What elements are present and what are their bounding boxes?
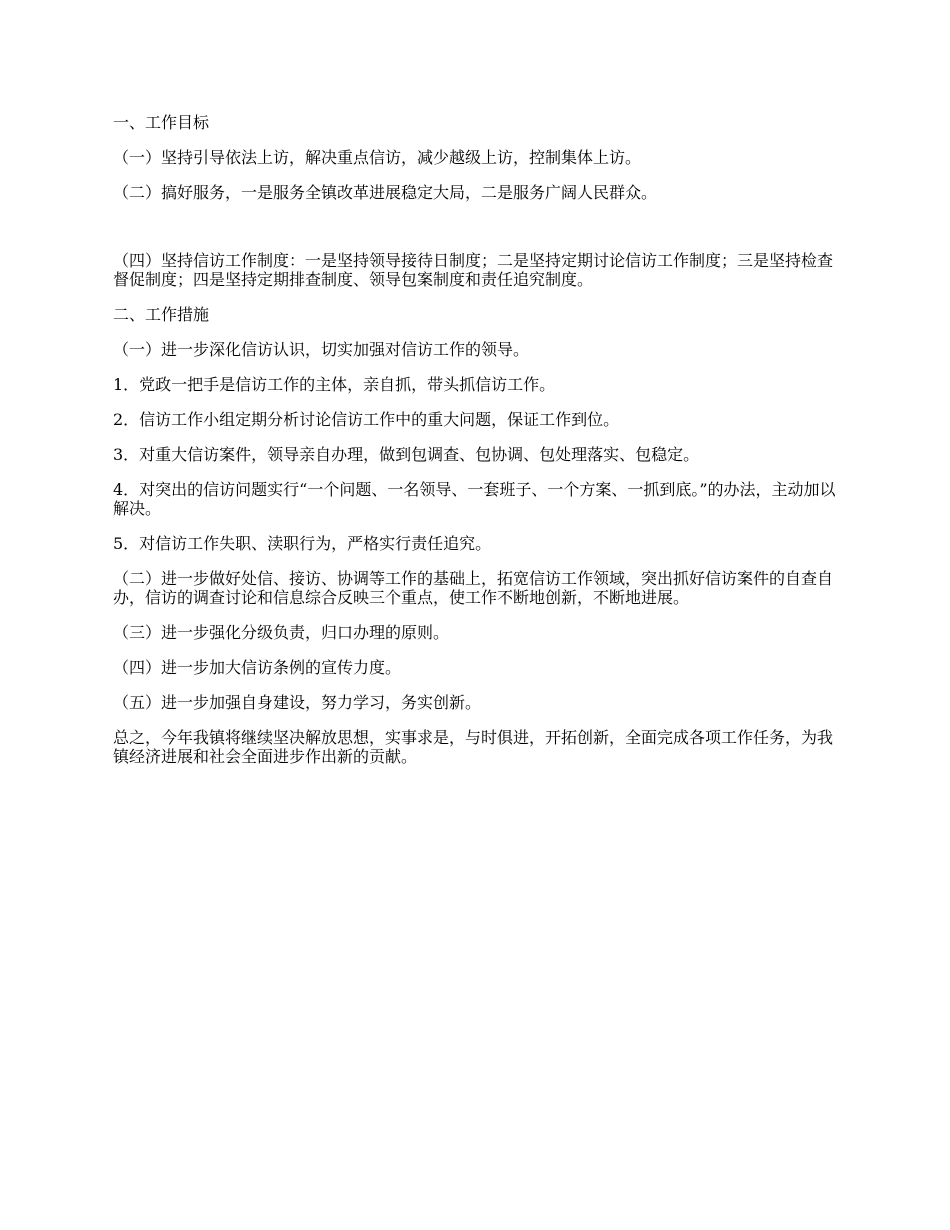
list-item-5: 5．对信访工作失职、渎职行为，严格实行责任追究。 — [113, 534, 492, 553]
blank-gap — [113, 218, 843, 251]
list-item-3: 3．对重大信访案件，领导亲自办理，做到包调查、包协调、包处理落实、包稳定。 — [113, 445, 700, 464]
section-heading-measures: 二、工作措施 — [113, 305, 210, 324]
paragraph-measure-5: （五）进一步加强自身建设，努力学习，务实创新。 — [113, 693, 482, 712]
document-body — [113, 113, 843, 782]
paragraph-measure-4: （四）进一步加大信访条例的宣传力度。 — [113, 658, 402, 677]
paragraph-goal-4: （四）坚持信访工作制度：一是坚持领导接待日制度；二是坚持定期讨论信访工作制度；三是坚持检查督促制度；四是坚持定期排查制度、领导包案制度和责任追究制度。 — [113, 251, 834, 289]
paragraph-measure-3: （三）进一步强化分级负责，归口办理的原则。 — [113, 623, 450, 642]
paragraph-measure-2: （二）进一步做好处信、接访、协调等工作的基础上，拓宽信访工作领域，突出抓好信访案件的自查自办，信访的调查讨论和信息综合反映三个重点，使工作不断地创新，不断地进展。 — [113, 569, 834, 607]
list-item-2: 2．信访工作小组定期分析讨论信访工作中的重大问题，保证工作到位。 — [113, 410, 620, 429]
paragraph-measure-1: （一）进一步深化信访认识，切实加强对信访工作的领导。 — [113, 340, 530, 359]
paragraph-conclusion: 总之，今年我镇将继续坚决解放思想，实事求是，与时俱进，开拓创新，全面完成各项工作任务，为我镇经济进展和社会全面进步作出新的贡献。 — [113, 728, 834, 766]
list-item-1: 1．党政一把手是信访工作的主体，亲自抓，带头抓信访工作。 — [113, 375, 556, 394]
list-item-4: 4．对突出的信访问题实行“一个问题、一名领导、一套班子、一个方案、一抓到底。”的办法，主动加以解决。 — [113, 480, 836, 518]
paragraph-goal-1: （一）坚持引导依法上访，解决重点信访，减少越级上访，控制集体上访。 — [113, 148, 642, 167]
paragraph-goal-2: （二）搞好服务，一是服务全镇改革进展稳定大局，二是服务广阔人民群众。 — [113, 183, 658, 202]
section-heading-goals: 一、工作目标 — [113, 113, 210, 132]
